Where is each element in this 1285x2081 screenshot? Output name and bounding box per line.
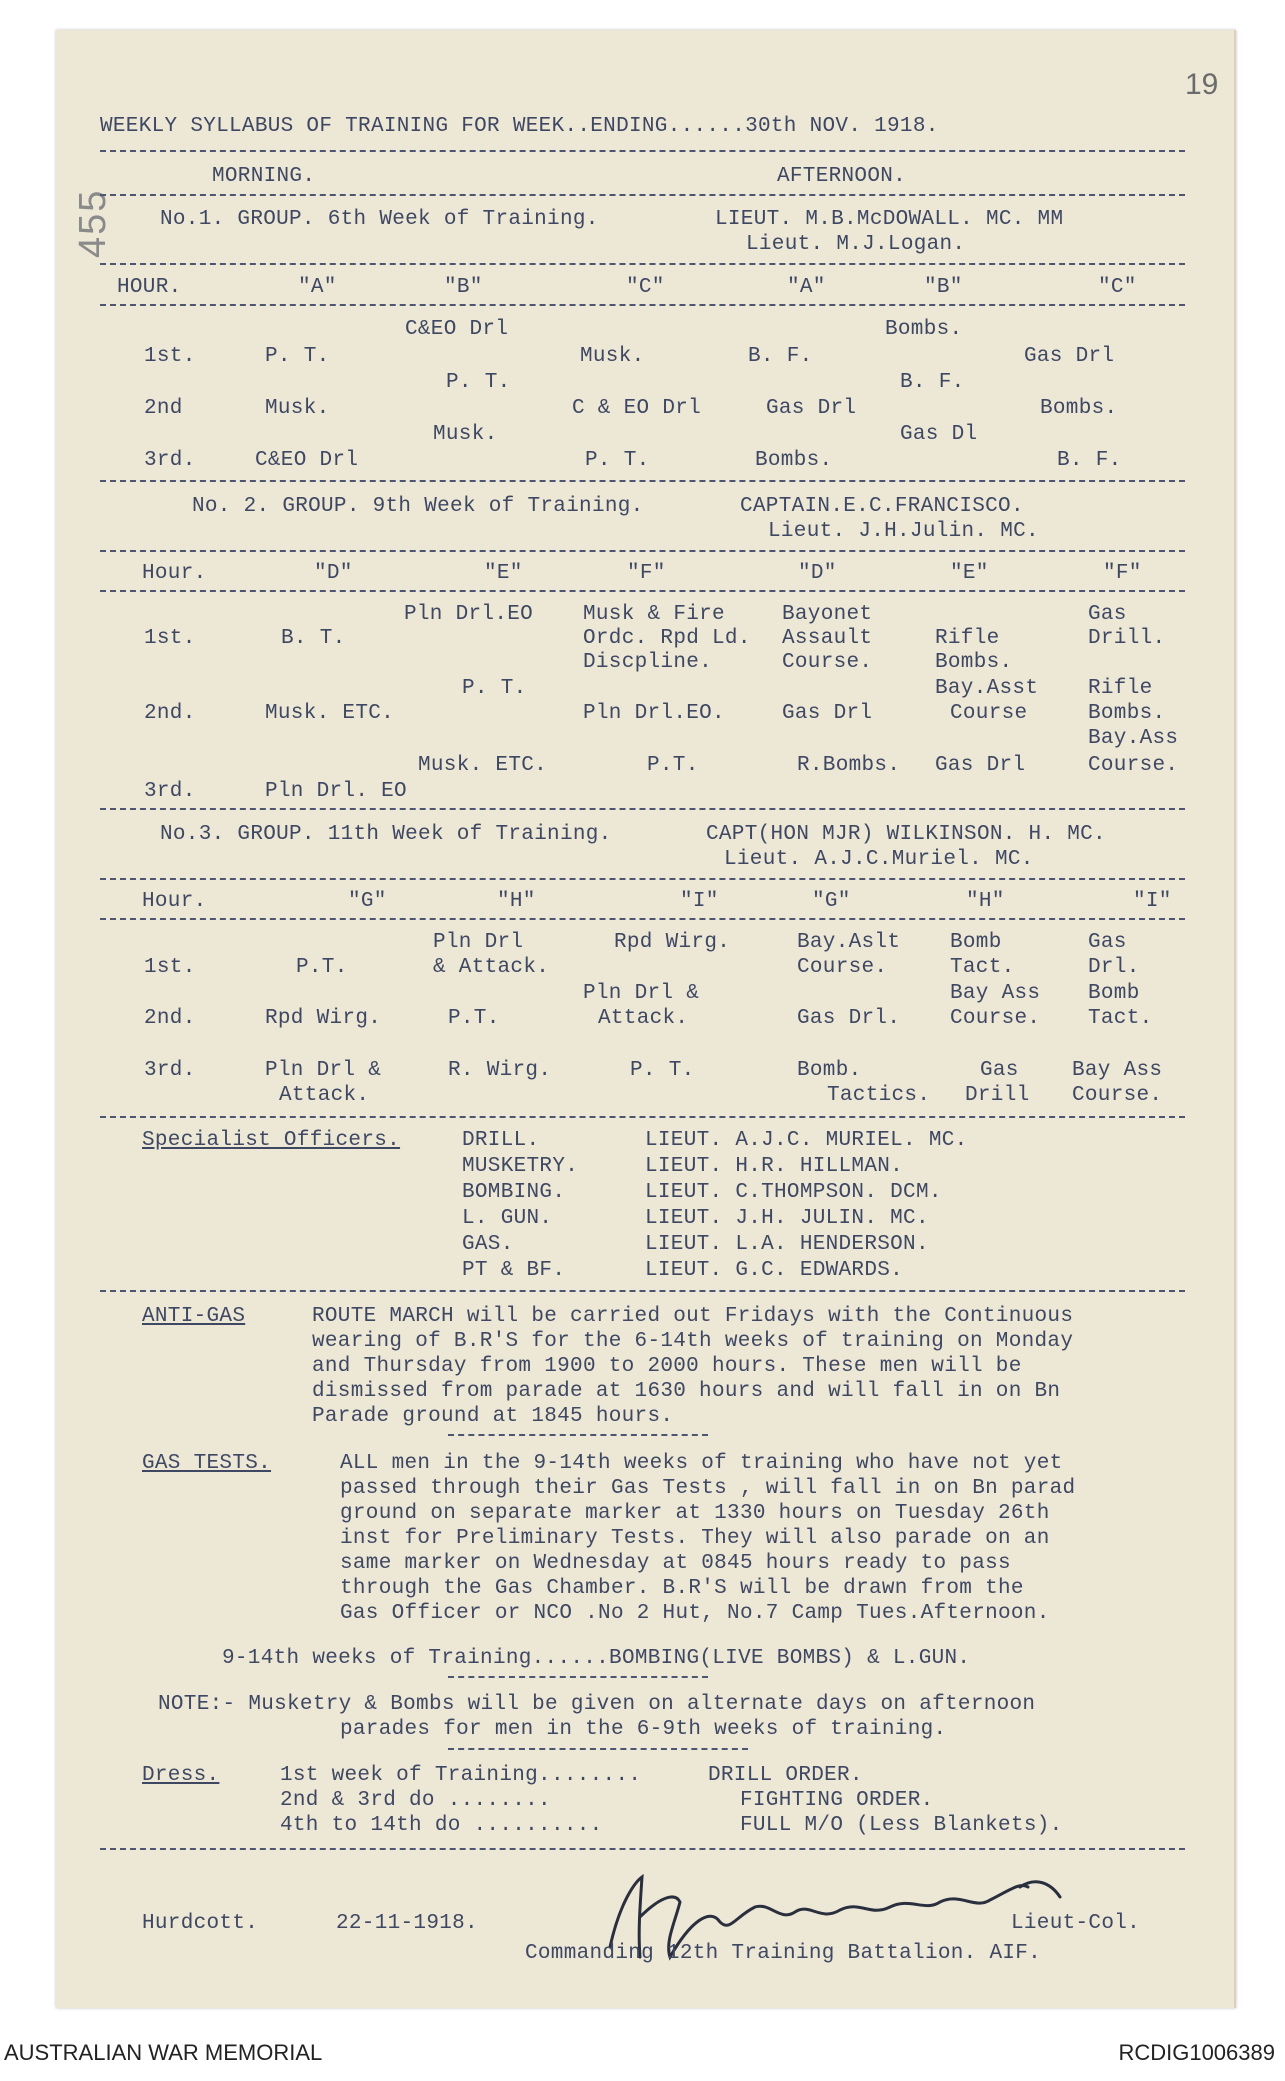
- dress-weeks: 2nd & 3rd do ........: [280, 1789, 551, 1812]
- cell: P. T.: [462, 677, 527, 700]
- cell: Bomb: [1088, 982, 1140, 1005]
- divider: [100, 1848, 1185, 1850]
- antigas-line: ROUTE MARCH will be carried out Fridays with the Continuous: [312, 1305, 1074, 1328]
- specialist-officer: LIEUT. C.THOMPSON. DCM.: [645, 1181, 942, 1204]
- cell: R. Wirg.: [448, 1059, 552, 1082]
- col-header: "G": [812, 890, 851, 913]
- cell: Pln Drl.EO.: [583, 702, 725, 725]
- specialist-subject: MUSKETRY.: [462, 1155, 579, 1178]
- cell: C&EO Drl: [405, 318, 509, 341]
- specialist-officer: LIEUT. G.C. EDWARDS.: [645, 1259, 904, 1282]
- divider: [100, 480, 1185, 482]
- cell: Rifle: [1088, 677, 1153, 700]
- cell: Rifle: [935, 627, 1000, 650]
- group1-header: No.1. GROUP. 6th Week of Training.: [160, 208, 599, 231]
- gastests-line: Gas Officer or NCO .No 2 Hut, No.7 Camp Tues.Afternoon.: [340, 1602, 1050, 1625]
- cell: Ordc. Rpd Ld.: [583, 627, 751, 650]
- cell: Pln Drl: [433, 931, 524, 954]
- divider: [100, 150, 1185, 152]
- cell: Bay Ass: [950, 982, 1041, 1005]
- cell: Musk & Fire: [583, 603, 725, 626]
- row-label: 3rd.: [144, 1059, 196, 1082]
- cell: Bombs.: [935, 651, 1013, 674]
- group2-header: No. 2. GROUP. 9th Week of Training.: [192, 495, 644, 518]
- antigas-line: dismissed from parade at 1630 hours and will fall in on Bn: [312, 1380, 1061, 1403]
- cell: Gas Drl.: [797, 1007, 901, 1030]
- cell: C & EO Drl: [572, 397, 702, 420]
- cell: P.T.: [448, 1007, 500, 1030]
- cell: Tact.: [950, 956, 1015, 979]
- specialist-officer: LIEUT. A.J.C. MURIEL. MC.: [645, 1129, 968, 1152]
- dress-order: FULL M/O (Less Blankets).: [740, 1814, 1063, 1837]
- col-header: "I": [1133, 890, 1172, 913]
- col-header: "B": [444, 276, 483, 299]
- gastests-heading: GAS TESTS.: [142, 1452, 272, 1475]
- group2-officer: CAPTAIN.E.C.FRANCISCO.: [740, 495, 1024, 518]
- specialist-subject: GAS.: [462, 1233, 514, 1256]
- cell: Bay.Ass: [1088, 727, 1179, 750]
- col-header: "D": [314, 562, 353, 585]
- footer-left: AUSTRALIAN WAR MEMORIAL: [4, 2040, 323, 2065]
- specialist-officer: LIEUT. L.A. HENDERSON.: [645, 1233, 929, 1256]
- group1-officer: LIEUT. M.B.McDOWALL. MC. MM: [715, 208, 1064, 231]
- cell: Discpline.: [583, 651, 713, 674]
- cell: Pln Drl &: [583, 982, 700, 1005]
- cell: Assault: [782, 627, 873, 650]
- col-header: "D": [798, 562, 837, 585]
- sign-place: Hurdcott.: [142, 1912, 259, 1935]
- specialist-subject: BOMBING.: [462, 1181, 566, 1204]
- cell: P.T.: [647, 754, 699, 777]
- cell: Pln Drl.EO: [404, 603, 534, 626]
- divider: [100, 590, 1185, 592]
- cell: Attack.: [279, 1084, 370, 1107]
- cell: P. T.: [585, 449, 650, 472]
- divider: [100, 1290, 1185, 1292]
- cell: Gas Dl: [900, 423, 978, 446]
- cell: Bombs.: [1088, 702, 1166, 725]
- antigas-line: wearing of B.R'S for the 6-14th weeks of training on Monday: [312, 1330, 1074, 1353]
- gastests-line: through the Gas Chamber. B.R'S will be drawn from the: [340, 1577, 1024, 1600]
- cell: Bombs.: [885, 318, 963, 341]
- cell: Gas Drl: [782, 702, 873, 725]
- cell: P. T.: [265, 345, 330, 368]
- cell: B. F.: [748, 345, 813, 368]
- col-header: "H": [497, 890, 536, 913]
- group3-officer-2: Lieut. A.J.C.Muriel. MC.: [724, 848, 1034, 871]
- cell: Course: [950, 702, 1028, 725]
- cell: Drill: [965, 1084, 1030, 1107]
- cell: R.Bombs.: [797, 754, 901, 777]
- morning-label: MORNING.: [212, 165, 316, 188]
- sign-date: 22-11-1918.: [336, 1912, 478, 1935]
- footer-right: RCDIG1006389: [1118, 2040, 1275, 2065]
- divider: [100, 918, 1185, 920]
- cell: Bombs.: [1040, 397, 1118, 420]
- sign-unit: Commanding 12th Training Battalion. AIF.: [525, 1942, 1042, 1965]
- cell: Musk. ETC.: [265, 702, 395, 725]
- group3-officer: CAPT(HON MJR) WILKINSON. H. MC.: [706, 823, 1106, 846]
- cell: Bayonet: [782, 603, 873, 626]
- cell: Course.: [1072, 1084, 1163, 1107]
- specialist-subject: PT & BF.: [462, 1259, 566, 1282]
- cell: Musk. ETC.: [418, 754, 548, 777]
- row-label: 1st.: [144, 956, 196, 979]
- col-header: "A": [298, 276, 337, 299]
- group3-header: No.3. GROUP. 11th Week of Training.: [160, 823, 612, 846]
- divider: [448, 1748, 748, 1750]
- cell: Bombs.: [755, 449, 833, 472]
- cell: Gas: [1088, 931, 1127, 954]
- cell: Gas: [1088, 603, 1127, 626]
- note-line: NOTE:- Musketry & Bombs will be given on alternate days on afternoon: [158, 1693, 1036, 1716]
- gastests-line: passed through their Gas Tests , will fall in on Bn parad: [340, 1477, 1076, 1500]
- afternoon-label: AFTERNOON.: [777, 165, 907, 188]
- cell: C&EO Drl: [255, 449, 359, 472]
- cell: Drill.: [1088, 627, 1166, 650]
- col-header: "H": [966, 890, 1005, 913]
- cell: Course.: [1088, 754, 1179, 777]
- col-header: "C": [1098, 276, 1137, 299]
- dress-order: DRILL ORDER.: [708, 1764, 863, 1787]
- cell: Tact.: [1088, 1007, 1153, 1030]
- cell: Pln Drl &: [265, 1059, 382, 1082]
- cell: Course.: [950, 1007, 1041, 1030]
- cell: Bomb.: [797, 1059, 862, 1082]
- divider: [448, 1434, 708, 1436]
- cell: Rpd Wirg.: [265, 1007, 382, 1030]
- dress-weeks: 1st week of Training........: [280, 1764, 642, 1787]
- bombing-line: 9-14th weeks of Training......BOMBING(LIVE BOMBS) & L.GUN.: [222, 1647, 971, 1670]
- cell: Gas Drl: [1024, 345, 1115, 368]
- col-header: "B": [924, 276, 963, 299]
- row-label: 3rd.: [144, 449, 196, 472]
- cell: Gas: [980, 1059, 1019, 1082]
- divider: [100, 194, 1185, 196]
- cell: Tactics.: [827, 1084, 931, 1107]
- group2-officer-2: Lieut. J.H.Julin. MC.: [768, 520, 1039, 543]
- cell: Pln Drl. EO: [265, 780, 407, 803]
- row-label: 3rd.: [144, 780, 196, 803]
- specialist-heading: Specialist Officers.: [142, 1129, 401, 1152]
- antigas-heading: ANTI-GAS: [142, 1305, 246, 1328]
- row-label: 2nd.: [144, 1007, 196, 1030]
- cell: Gas Drl: [935, 754, 1026, 777]
- document-title: WEEKLY SYLLABUS OF TRAINING FOR WEEK..ENDING......30th NOV. 1918.: [100, 115, 939, 138]
- dress-weeks: 4th to 14th do ..........: [280, 1814, 603, 1837]
- specialist-subject: DRILL.: [462, 1129, 540, 1152]
- col-header: "C": [626, 276, 665, 299]
- cell: Musk.: [433, 423, 498, 446]
- cell: Rpd Wirg.: [614, 931, 731, 954]
- col-header: "E": [484, 562, 523, 585]
- divider: [100, 808, 1185, 810]
- cell: Bay Ass: [1072, 1059, 1163, 1082]
- cell: B. F.: [900, 371, 965, 394]
- col-header: "F": [627, 562, 666, 585]
- divider: [100, 1116, 1185, 1118]
- cell: P. T.: [630, 1059, 695, 1082]
- antigas-line: and Thursday from 1900 to 2000 hours. These men will be: [312, 1355, 1022, 1378]
- hour-header: Hour.: [142, 890, 207, 913]
- dress-order: FIGHTING ORDER.: [740, 1789, 934, 1812]
- cell: Musk.: [580, 345, 645, 368]
- cell: & Attack.: [433, 956, 550, 979]
- divider: [100, 878, 1185, 880]
- cell: Bay.Asst: [935, 677, 1039, 700]
- cell: Bay.Aslt: [797, 931, 901, 954]
- page-number: 19: [1185, 68, 1219, 101]
- hour-header: Hour.: [142, 562, 207, 585]
- divider: [100, 304, 1185, 306]
- cell: Drl.: [1088, 956, 1140, 979]
- cell: P. T.: [446, 371, 511, 394]
- gastests-line: same marker on Wednesday at 0845 hours ready to pass: [340, 1552, 1011, 1575]
- antigas-line: Parade ground at 1845 hours.: [312, 1405, 674, 1428]
- cell: Gas Drl: [766, 397, 857, 420]
- cell: Bomb: [950, 931, 1002, 954]
- cell: B. T.: [281, 627, 346, 650]
- cell: Attack.: [598, 1007, 689, 1030]
- specialist-subject: L. GUN.: [462, 1207, 553, 1230]
- dress-heading: Dress.: [142, 1764, 220, 1787]
- col-header: "I": [680, 890, 719, 913]
- specialist-officer: LIEUT. H.R. HILLMAN.: [645, 1155, 904, 1178]
- gastests-line: ALL men in the 9-14th weeks of training who have not yet: [340, 1452, 1063, 1475]
- row-label: 1st.: [144, 345, 196, 368]
- note-line: parades for men in the 6-9th weeks of training.: [340, 1718, 947, 1741]
- col-header: "G": [348, 890, 387, 913]
- hour-header: HOUR.: [117, 276, 182, 299]
- sign-rank: Lieut-Col.: [1011, 1912, 1141, 1935]
- cell: P.T.: [296, 956, 348, 979]
- col-header: "A": [787, 276, 826, 299]
- cell: Course.: [782, 651, 873, 674]
- group1-officer-2: Lieut. M.J.Logan.: [746, 233, 966, 256]
- specialist-officer: LIEUT. J.H. JULIN. MC.: [645, 1207, 929, 1230]
- cell: Course.: [797, 956, 888, 979]
- row-label: 2nd: [144, 397, 183, 420]
- cell: B. F.: [1057, 449, 1122, 472]
- row-label: 2nd.: [144, 702, 196, 725]
- gastests-line: ground on separate marker at 1330 hours on Tuesday 26th: [340, 1502, 1050, 1525]
- col-header: "E": [950, 562, 989, 585]
- divider: [100, 550, 1185, 552]
- col-header: "F": [1103, 562, 1142, 585]
- gastests-line: inst for Preliminary Tests. They will also parade on an: [340, 1527, 1050, 1550]
- row-label: 1st.: [144, 627, 196, 650]
- side-number: 455: [72, 188, 114, 258]
- cell: Musk.: [265, 397, 330, 420]
- divider: [448, 1676, 708, 1678]
- divider: [100, 263, 1185, 265]
